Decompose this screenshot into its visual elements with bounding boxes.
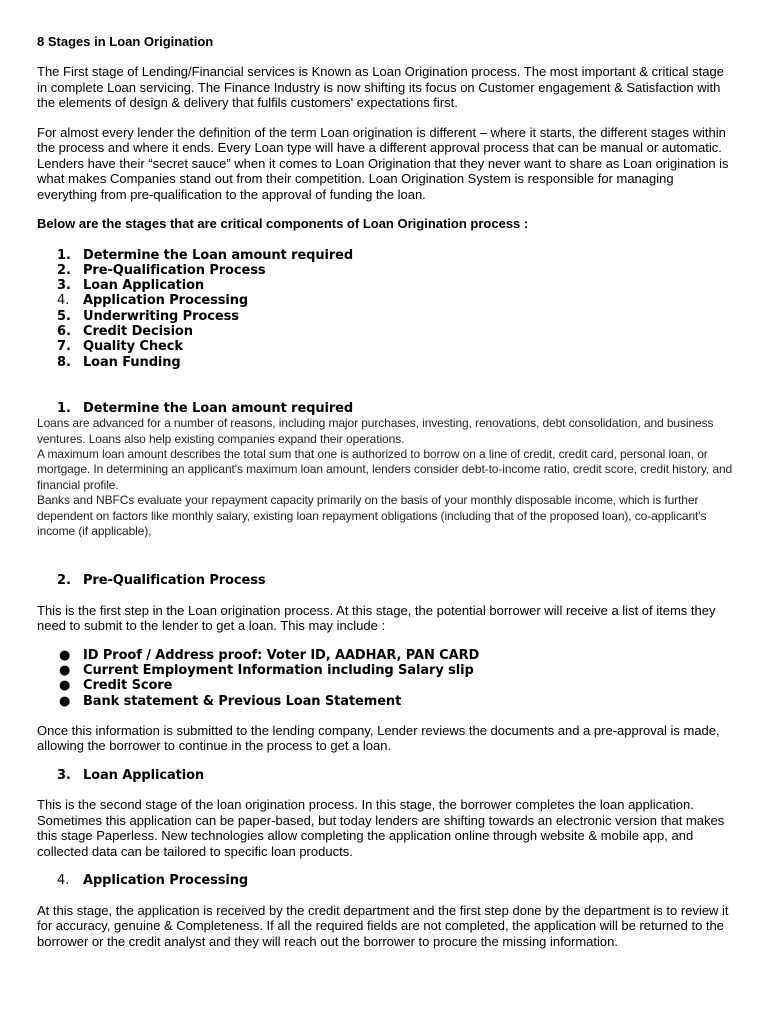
list-item xyxy=(37,663,737,678)
list-item xyxy=(37,339,737,354)
section-heading xyxy=(37,401,737,416)
bullet-icon: ● xyxy=(59,663,71,679)
list-item-label: Loan Funding xyxy=(83,354,181,370)
section-3-heading xyxy=(37,768,737,783)
section-2-paragraph-2: Once this information is submitted to the lending company, Lender reviews the documents and a pre-approval is made, allowing the borrower to continue in the process to get a loan. xyxy=(37,722,720,754)
list-item xyxy=(37,263,737,278)
page-title: 8 Stages in Loan Origination xyxy=(37,34,214,49)
intro-paragraph-1: The First stage of Lending/Financial services is Known as Loan Origination process. The most important & critical stage in complete Loan servicing. The Finance Industry is now shifting its focus on Customer engagement & Satisfaction with the elements of design & delivery that fulfils customers' expectations first. xyxy=(37,64,724,110)
section-heading xyxy=(37,873,737,888)
section-number: 3. xyxy=(57,767,71,783)
section-1-paragraph-2: A maximum loan amount describes the total sum that one is authorized to borrow on a line of credit, credit card, personal loan, or mortgage. In determining an applicant's maximum loan amount, lenders consider debt-to-income ratio, credit score, credit history, and financial profile. xyxy=(37,446,733,492)
list-item xyxy=(37,309,737,324)
list-number: 8. xyxy=(57,354,71,370)
section-number: 4. xyxy=(57,873,70,889)
section-title: Application Processing xyxy=(83,873,249,889)
section-1-paragraph-3: Banks and NBFCs evaluate your repayment capacity primarily on the basis of your monthly disposable income, which is further dependent on factors like monthly salary, existing loan repayment obligations (including that of the proposed loan), co-applicant's income (if applicable), xyxy=(37,493,707,539)
list-number: 1. xyxy=(57,247,71,263)
stages-heading: Below are the stages that are critical components of Loan Origination process : xyxy=(37,216,529,231)
list-number: 6. xyxy=(57,323,71,339)
section-title: Loan Application xyxy=(83,767,205,783)
section-2-heading xyxy=(37,573,737,588)
list-number: 5. xyxy=(57,308,71,324)
section-heading xyxy=(37,768,737,783)
list-item-label: Quality Check xyxy=(83,339,183,355)
section-title: Pre-Qualification Process xyxy=(83,573,266,589)
section-1-paragraph-1: Loans are advanced for a number of reasons, including major purchases, investing, renovations, debt consolidation, and business ventures. Loans also help existing companies expand their operations. xyxy=(37,416,714,446)
list-item-label: ID Proof / Address proof: Voter ID, AADHAR, PAN CARD xyxy=(83,647,480,663)
list-item-label: Credit Score xyxy=(83,678,173,694)
list-item-label: Credit Decision xyxy=(83,323,193,339)
section-heading xyxy=(37,573,737,588)
list-item xyxy=(37,278,737,293)
section-2-paragraph-1: This is the first step in the Loan origination process. At this stage, the potential borrower will receive a list of items they need to submit to the lender to get a loan. This may include : xyxy=(37,602,716,634)
stages-list xyxy=(37,248,737,370)
bullet-icon: ● xyxy=(59,678,71,694)
list-item-label: Current Employment Information including Salary slip xyxy=(83,663,474,679)
section-title: Determine the Loan amount required xyxy=(83,400,354,416)
requirements-list xyxy=(37,648,737,709)
list-item xyxy=(37,648,737,663)
section-number: 1. xyxy=(57,400,71,416)
intro-paragraph-2: For almost every lender the definition of the term Loan origination is different – where it starts, the different stages within the process and where it ends. Every Loan type will have a different approval process that can be manual or automatic. Lenders have their “secret sauce” when it comes to Loan Origination that they never want to share as Loan origination is what makes Companies stand out from their competition. Loan Origination System is responsible for managing everything from pre-qualification to the approval of funding the loan. xyxy=(37,124,729,202)
bullet-icon: ● xyxy=(59,693,71,709)
list-item xyxy=(37,678,737,693)
list-number: 4. xyxy=(57,293,70,309)
section-3-paragraph-1: This is the second stage of the loan origination process. In this stage, the borrower completes the loan application. Sometimes this application can be paper-based, but today lenders are shifting towards an electronic version that makes this stage Paperless. New technologies allow completing the application online through website & mobile app, and collected data can be tailored to specific loan products. xyxy=(37,797,725,859)
list-item xyxy=(37,324,737,339)
list-item-label: Pre-Qualification Process xyxy=(83,262,266,278)
list-item xyxy=(37,355,737,370)
list-item-label: Loan Application xyxy=(83,278,205,294)
section-number: 2. xyxy=(57,573,71,589)
list-item-label: Application Processing xyxy=(83,293,249,309)
section-4-heading xyxy=(37,873,737,888)
list-number: 3. xyxy=(57,278,71,294)
list-number: 7. xyxy=(57,339,71,355)
bullet-icon: ● xyxy=(59,647,71,663)
document-page xyxy=(37,34,737,949)
list-item-label: Determine the Loan amount required xyxy=(83,247,354,263)
section-4-paragraph-1: At this stage, the application is received by the credit department and the first step done by the department is to review it for accuracy, genuine & Completeness. If all the required fields are not completed, the application will be returned to the borrower or the credit analyst and they will reach out the borrower to procure the missing information. xyxy=(37,902,729,949)
list-item xyxy=(37,293,737,308)
list-item xyxy=(37,248,737,263)
section-1-heading xyxy=(37,401,737,416)
list-item xyxy=(37,694,737,709)
list-item-label: Underwriting Process xyxy=(83,308,239,324)
list-number: 2. xyxy=(57,262,71,278)
list-item-label: Bank statement & Previous Loan Statement xyxy=(83,693,402,709)
